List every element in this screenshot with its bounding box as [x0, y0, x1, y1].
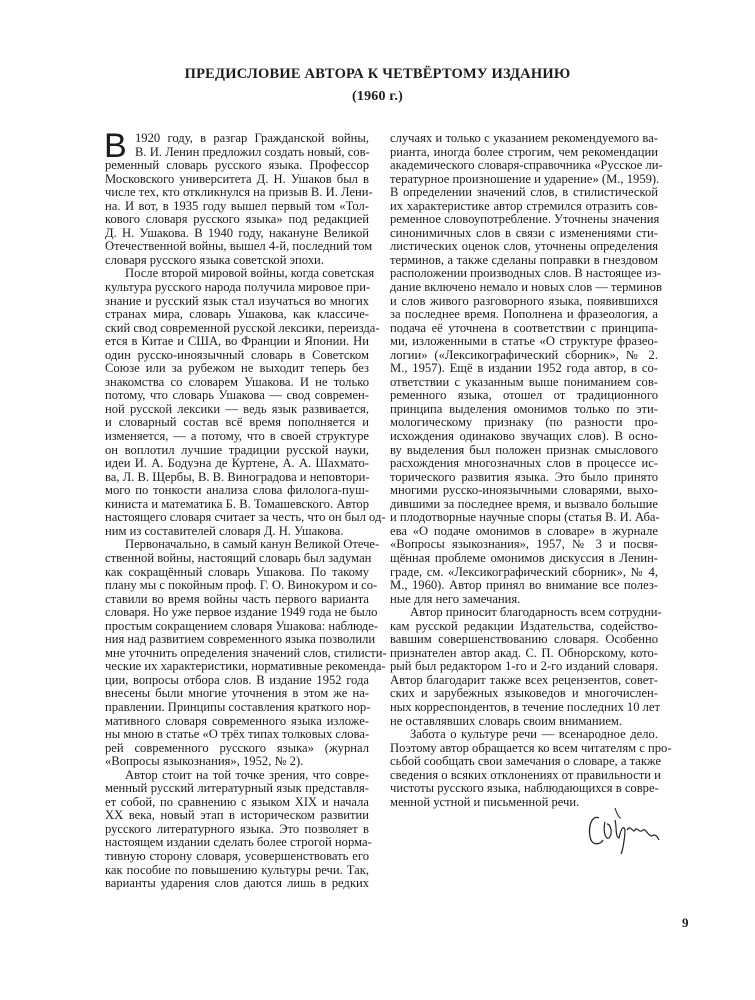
- text-line: потому, что словарь Ушакова — свод современ-: [105, 388, 369, 403]
- text-line: плану мы с покойным проф. Г. О. Винокуром и со-: [105, 578, 378, 593]
- text-line: мого по тонкости анализа слова филолога-пуш-: [105, 483, 369, 498]
- text-line: ева «О подаче омонимов в словаре» в журнале: [390, 523, 658, 538]
- text-line: многими русско-иноязычными словарями, выхо-: [390, 483, 658, 498]
- text-line: сьбой сообщать свои замечания о словаре, а также: [390, 754, 662, 769]
- page-number: 9: [682, 915, 689, 930]
- text-line: Первоначально, в самый канун Великой Отече-: [125, 537, 380, 552]
- text-line: ву выделения был положен признак смыслового: [390, 442, 658, 457]
- text-line: ских и зарубежных языковедов и многочислен-: [390, 686, 658, 701]
- text-line: «Вопросы языкознания», 1952, № 2).: [105, 754, 304, 769]
- text-line: ции, вопросы отбора слов. В издание 1952 года: [105, 672, 369, 687]
- text-line: терминов, а также сделаны поправки в гнездовом: [390, 252, 658, 267]
- text-line: числе тех, кто откликнулся на призыв В. И. Лени-: [105, 185, 373, 200]
- paragraph: [390, 605, 662, 728]
- text-line: ния над развитием современного языка позволили: [105, 632, 376, 647]
- text-line: вавшим совершенствованию словаря. Особенно: [390, 632, 658, 647]
- paragraph: [104, 127, 373, 267]
- text-column-right: [390, 131, 672, 809]
- text-column-left: [104, 127, 387, 891]
- text-line: 1920 году, в разгар Гражданской войны,: [135, 131, 369, 145]
- text-line: рый был редактором 1-го и 2-го изданий словаря.: [390, 659, 658, 674]
- text-line: и плодотворные научные споры (статья В. И. Аба-: [390, 510, 660, 525]
- text-line: Д. Н. Ушакова. В 1940 году, накануне Великой: [105, 225, 369, 240]
- edition-year: (1960 г.): [352, 89, 403, 104]
- text-line: словаря русского языка советской эпохи.: [105, 252, 324, 267]
- paragraph: [105, 767, 372, 891]
- text-line: синонимичных слов в связи с изменениями сти-: [390, 225, 658, 240]
- text-line: один русско-иноязычный словарь в Советском: [105, 347, 369, 362]
- text-line: М., 1957). Ещё в издании 1952 года автор, в со-: [390, 361, 658, 376]
- text-line: ет собой, по сравнению с языком XIX и начала: [105, 794, 369, 809]
- text-line: подача её уточнена в соответствии с принципа-: [390, 320, 658, 335]
- text-line: настоящего словаря считает за честь, что он был од-: [105, 510, 386, 525]
- text-line: случаях и только с указанием рекомендуемого ва-: [390, 131, 658, 145]
- text-line: киниста и математика Б. В. Томашевского. Автор: [105, 496, 369, 511]
- text-line: торического развития языка. Это было принято: [390, 469, 658, 484]
- text-line: и словарный состав всё время пополняется и: [105, 415, 369, 430]
- text-line: ется в Китае и США, во Франции и Японии. Ни: [105, 334, 369, 349]
- text-line: правлении. Принципы составления краткого нор-: [105, 699, 371, 714]
- text-line: ременного языка, отошел от традиционного: [390, 388, 658, 403]
- text-line: Поэтому автор обращается ко всем читателям с про-: [390, 740, 672, 755]
- text-line: принципа выделения омонимов только по эти-: [390, 401, 658, 416]
- text-line: знакомства со словарем Ушакова. И не только: [105, 374, 369, 389]
- text-line: граде, см. «Лексикографический сборник», № 4,: [390, 564, 658, 579]
- text-line: Автор приносит благодарность всем сотрудни-: [410, 605, 662, 620]
- text-line: кам русской редакции Издательства, содейство-: [390, 618, 658, 633]
- text-line: академического словаря-справочника «Русское ли-: [390, 158, 663, 173]
- text-line: как пособие по повышению культуры речи. Так,: [105, 862, 369, 877]
- text-line: культура русского народа получила мировое при-: [105, 280, 371, 295]
- text-line: исхождения одинаково звучащих слов). В осно-: [390, 429, 658, 444]
- text-line: изменяется, — а потому, что в своей структуре: [105, 429, 369, 444]
- paragraph: [390, 727, 672, 809]
- text-line: После второй мировой войны, когда советская: [125, 266, 375, 281]
- text-line: ческие их характеристики, нормативные рекоменда-: [105, 659, 386, 674]
- text-line: расхождения многозначных слов в процессе ис-: [390, 456, 658, 471]
- text-line: простым сокращением словаря Ушакова: наблюде-: [105, 618, 379, 633]
- text-line: ва, Л. В. Щербы, В. В. Виноградова и неповтори-: [105, 469, 370, 484]
- text-line: идеи И. А. Бодуэна де Куртене, А. А. Шахмато-: [105, 456, 369, 471]
- paragraph: [105, 537, 387, 769]
- text-line: на. И вот, в 1935 году вышел первый том «Тол-: [105, 198, 369, 213]
- drop-cap: В: [104, 127, 127, 165]
- text-line: признателен автор акад. С. П. Обнорскому, кото-: [390, 645, 658, 660]
- text-line: настоящем издании сделать более строгой норма-: [105, 835, 372, 850]
- text-line: кового словаря русского языка» под редакцией: [105, 212, 369, 227]
- page-title: ПРЕДИСЛОВИЕ АВТОРА К ЧЕТВЁРТОМУ ИЗДАНИЮ: [184, 66, 571, 82]
- text-line: Отечественной войны, вышел 4-й, последний том: [105, 239, 373, 254]
- text-line: дание включено немало и новых слов — терминов: [390, 280, 662, 295]
- text-line: щённая проблеме омонимов дискуссия в Ленин-: [390, 550, 658, 565]
- paragraph: [390, 131, 663, 606]
- text-line: мативного словаря современного языка изложе-: [105, 713, 369, 728]
- text-line: В. И. Ленин предложил создать новый, сов-: [135, 144, 370, 159]
- text-line: Автор стоит на той точке зрения, что совре-: [125, 767, 369, 782]
- text-line: менный русский литературный язык представля-: [105, 781, 369, 796]
- text-line: мне уточнить определения значений слов, стилисти-: [105, 645, 387, 660]
- text-line: и слов живого разговорного языка, появившихся: [390, 293, 658, 308]
- text-line: ставили во время войны часть первого варианта: [105, 591, 369, 606]
- text-line: он воплотил лучшие традиции русской науки,: [105, 442, 369, 457]
- text-line: ных корреспондентов, в течение последних 10 лет: [390, 699, 661, 714]
- text-line: листических оценок слов, уточнены определения: [390, 239, 658, 254]
- text-line: ны мною в статье «О трёх типах толковых слова-: [105, 727, 370, 742]
- text-line: ним из составителей словаря Д. Н. Ушакова.: [105, 523, 344, 538]
- text-line: Союзе или за рубежом не выходит теперь без: [105, 361, 369, 376]
- text-line: сведения о всяких отклонениях от правильности и: [390, 767, 661, 782]
- text-line: ременное словоупотребление. Уточнены значения: [390, 212, 660, 227]
- text-line: словаря. Но уже первое издание 1949 года не было: [105, 605, 378, 620]
- text-line: странах мира, словарь Ушакова, как классиче-: [105, 307, 369, 322]
- text-line: Забота о культуре речи — всенародное дело.: [410, 727, 658, 742]
- text-line: Автор благодарит также всех рецензентов, совет-: [390, 672, 658, 687]
- text-line: знание и русский язык стал изучаться во многих: [105, 293, 369, 308]
- text-line: мологическому признаку (по разности про-: [390, 415, 658, 430]
- text-line: ответствии с указанным выше пониманием сов-: [390, 374, 658, 389]
- text-line: чистоты русского языка, наблюдающихся в совре-: [390, 781, 659, 796]
- text-line: М., 1960). Автор принял во внимание все полез-: [390, 578, 658, 593]
- text-line: ми, изложенными в статье «О структуре фразео-: [390, 334, 658, 349]
- text-line: рианта, иногда более строгим, чем рекомендации: [390, 144, 658, 159]
- text-line: XX века, новый этап в историческом развитии: [105, 808, 369, 823]
- text-line: рей современного русского языка» (журнал: [105, 740, 369, 755]
- text-line: Московского университета Д. Н. Ушаков был в: [105, 171, 369, 186]
- text-line: ременный словарь русского языка. Профессор: [105, 158, 369, 173]
- text-line: ственной войны, настоящий словарь был задуман: [105, 550, 372, 565]
- text-line: В определении значений слов, в стилистической: [390, 185, 658, 200]
- text-line: русского литературного языка. Это позволяет в: [105, 821, 369, 836]
- author-signature: [585, 800, 665, 855]
- text-line: логии» («Лексикографический сборник», № 2.: [390, 347, 658, 362]
- text-line: варианты ударения слов даются лишь в редких: [105, 876, 369, 891]
- text-line: за последнее время. Пополнена и фразеология, а: [390, 307, 658, 322]
- text-line: «Вопросы языкознания», 1957, № 3 и посвя-: [390, 537, 658, 552]
- paragraph: [105, 266, 386, 538]
- text-line: ский свод современной русской лексики, переизда-: [105, 320, 380, 335]
- text-line: внесены были многие уточнения в этом же на-: [105, 686, 369, 701]
- text-line: менной устной и письменной речи.: [390, 794, 580, 809]
- text-line: тивную сторону словаря, усовершенствовать его: [105, 848, 369, 863]
- text-line: ные для него замечания.: [390, 591, 521, 606]
- text-line: не оставлявших словарь своим вниманием.: [390, 713, 623, 728]
- text-line: дившими за последнее время, и вызвало большие: [390, 496, 658, 511]
- text-line: ной русской лексики — ведь язык развивается,: [105, 401, 369, 416]
- text-line: их характеристике автор стремился отразить сов-: [390, 198, 658, 213]
- text-line: расположении производных слов. В настоящее из-: [390, 266, 662, 281]
- text-line: как сокращённый словарь Ушакова. По такому: [105, 564, 369, 579]
- text-line: тературное произношение и ударение» (М., 1959).: [390, 171, 660, 186]
